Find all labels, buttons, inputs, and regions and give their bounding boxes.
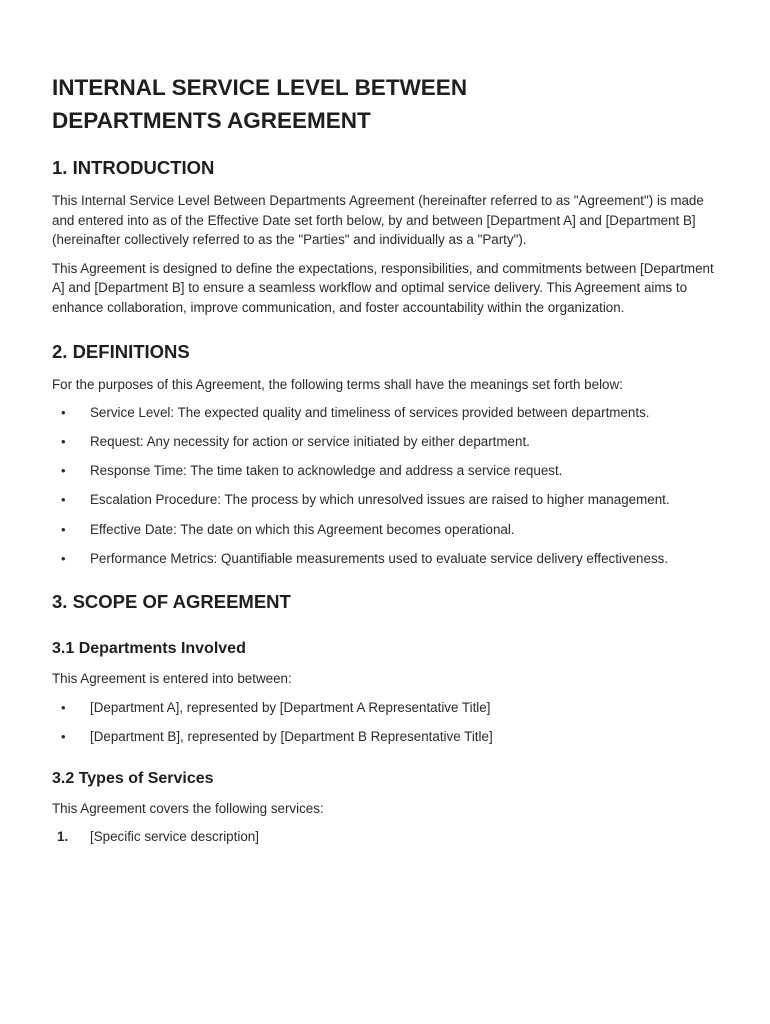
list-item bbox=[52, 549, 670, 569]
bullet-icon: • bbox=[61, 728, 66, 744]
list-item-text: [Department B], represented by [Department B Representative Title] bbox=[90, 728, 493, 744]
bullet-icon: • bbox=[61, 550, 66, 566]
introduction-paragraph-1: This Internal Service Level Between Departments Agreement (hereinafter referred to as "Agreement") is made and entered into as of the Effective Date set forth below, by and between [Department A] and [Department B] (hereinafter collectively referred to as the "Parties" and individually as a "Party"). bbox=[52, 193, 704, 248]
section-definitions bbox=[52, 340, 770, 569]
list-item bbox=[52, 490, 670, 510]
list-number: 1. bbox=[57, 829, 69, 845]
list-item-text: Performance Metrics: Quantifiable measurements used to evaluate service delivery effectiveness. bbox=[90, 550, 669, 566]
bullet-icon: • bbox=[61, 463, 66, 479]
list-item-text: [Specific service description] bbox=[90, 829, 259, 845]
list-item-text: Service Level: The expected quality and timeliness of services provided between departments. bbox=[90, 405, 650, 421]
list-item bbox=[52, 403, 670, 423]
section-heading-introduction: 1. INTRODUCTION bbox=[52, 157, 215, 178]
list-item-text: Response Time: The time taken to acknowledge and address a service request. bbox=[90, 463, 563, 479]
section-heading-scope: 3. SCOPE OF AGREEMENT bbox=[52, 591, 291, 613]
list-item bbox=[52, 727, 670, 747]
list-item-text: [Department A], represented by [Department A Representative Title] bbox=[90, 699, 491, 715]
document-title: INTERNAL SERVICE LEVEL BETWEEN DEPARTMENTS AGREEMENT bbox=[52, 75, 468, 133]
departments-intro: This Agreement is entered into between: bbox=[52, 671, 292, 687]
bullet-icon: • bbox=[61, 521, 66, 537]
list-item-text: Effective Date: The date on which this Agreement becomes operational. bbox=[90, 521, 515, 537]
list-item-text: Escalation Procedure: The process by which unresolved issues are raised to higher management. bbox=[90, 492, 670, 508]
definitions-list bbox=[52, 403, 770, 568]
subsection-heading-departments: 3.1 Departments Involved bbox=[52, 640, 246, 658]
subsection-heading-services: 3.2 Types of Services bbox=[52, 769, 214, 787]
list-item-text: Request: Any necessity for action or service initiated by either department. bbox=[90, 434, 530, 450]
services-intro: This Agreement covers the following services: bbox=[52, 800, 324, 816]
list-item bbox=[52, 827, 670, 847]
introduction-paragraph-2: This Agreement is designed to define the expectations, responsibilities, and commitments between [Department A] and [Department B] to ensure a seamless workflow and optimal service delivery. This Agreement aims to enhance collaboration, improve communication, and foster accountability within the organization. bbox=[52, 260, 714, 315]
bullet-icon: • bbox=[61, 699, 66, 715]
departments-list bbox=[52, 698, 770, 747]
section-heading-definitions: 2. DEFINITIONS bbox=[52, 340, 190, 362]
section-scope bbox=[52, 590, 770, 846]
list-item bbox=[52, 461, 670, 481]
bullet-icon: • bbox=[61, 434, 66, 450]
section-introduction bbox=[52, 156, 770, 318]
bullet-icon: • bbox=[61, 405, 66, 421]
list-item bbox=[52, 520, 670, 540]
services-list bbox=[52, 827, 770, 847]
list-item bbox=[52, 698, 670, 718]
definitions-intro: For the purposes of this Agreement, the following terms shall have the meanings set forth below: bbox=[52, 376, 623, 392]
list-item bbox=[52, 432, 670, 452]
bullet-icon: • bbox=[61, 492, 66, 508]
